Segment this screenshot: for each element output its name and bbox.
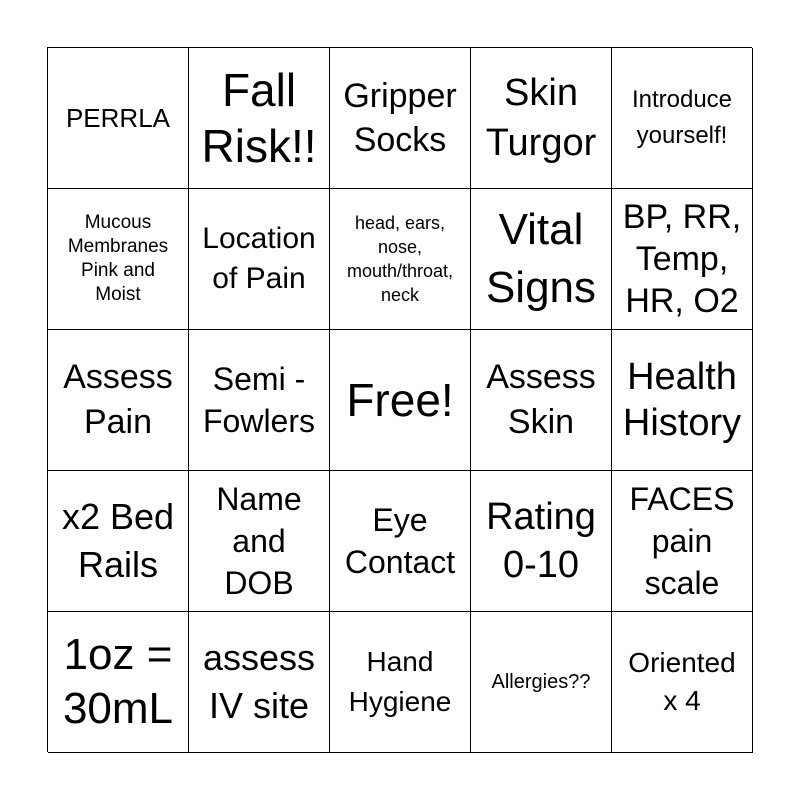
cell-label: Name and DOB [216,481,302,601]
cell-label: Mucous Membranes Pink and Moist [67,212,169,305]
bingo-cell-r5c3[interactable] [330,612,471,753]
cell-label: PERRLA [65,103,171,133]
cell-label: 1oz = 30mL [62,630,174,733]
bingo-cell-r3c1[interactable] [48,330,189,471]
cell-label: BP, RR, Temp, HR, O2 [622,198,742,320]
bingo-cell-r1c4[interactable] [471,48,612,189]
cell-label: Hand Hygiene [348,646,452,717]
cell-label: Fall Risk!! [201,64,317,172]
bingo-cell-r3c4[interactable] [471,330,612,471]
free-space-label: Free! [346,374,454,426]
cell-label: Oriented x 4 [628,647,736,716]
bingo-cell-r4c2[interactable] [189,471,330,612]
bingo-cell-r3c5[interactable] [612,330,753,471]
bingo-cell-r2c3[interactable] [330,189,471,330]
cell-label: Rating 0-10 [486,496,596,586]
cell-label: Assess Skin [486,358,596,441]
cell-label: assess IV site [202,637,316,726]
cell-label: Health History [622,356,742,444]
bingo-cell-r4c1[interactable] [48,471,189,612]
cell-label: Assess Pain [63,358,173,441]
bingo-cell-r1c5[interactable] [612,48,753,189]
bingo-cell-r2c5[interactable] [612,189,753,330]
bingo-cell-r4c4[interactable] [471,471,612,612]
bingo-cell-r1c1[interactable] [48,48,189,189]
cell-label: Introduce yourself! [631,86,733,149]
cell-label: Skin Turgor [485,72,597,164]
bingo-cell-r2c4[interactable] [471,189,612,330]
bingo-cell-r1c3[interactable] [330,48,471,189]
bingo-cell-r2c2[interactable] [189,189,330,330]
bingo-cell-r5c1[interactable] [48,612,189,753]
bingo-board [47,47,752,752]
bingo-cell-r4c5[interactable] [612,471,753,612]
cell-label: Allergies?? [491,671,591,693]
cell-label: Gripper Socks [343,77,457,159]
bingo-cell-r5c2[interactable] [189,612,330,753]
cell-label: Location of Pain [202,222,316,295]
bingo-cell-r1c2[interactable] [189,48,330,189]
cell-label: FACES pain scale [629,481,735,601]
bingo-cell-r4c3[interactable] [330,471,471,612]
bingo-cell-r5c5[interactable] [612,612,753,753]
cell-label: Semi - Fowlers [202,361,315,439]
cell-label: Eye Contact [344,502,456,580]
bingo-cell-free[interactable] [330,330,471,471]
cell-label: head, ears, nose, mouth/throat, neck [346,213,454,305]
cell-label: Vital Signs [485,205,597,312]
cell-label: x2 Bed Rails [61,496,175,585]
bingo-cell-r3c2[interactable] [189,330,330,471]
bingo-cell-r2c1[interactable] [48,189,189,330]
bingo-cell-r5c4[interactable] [471,612,612,753]
